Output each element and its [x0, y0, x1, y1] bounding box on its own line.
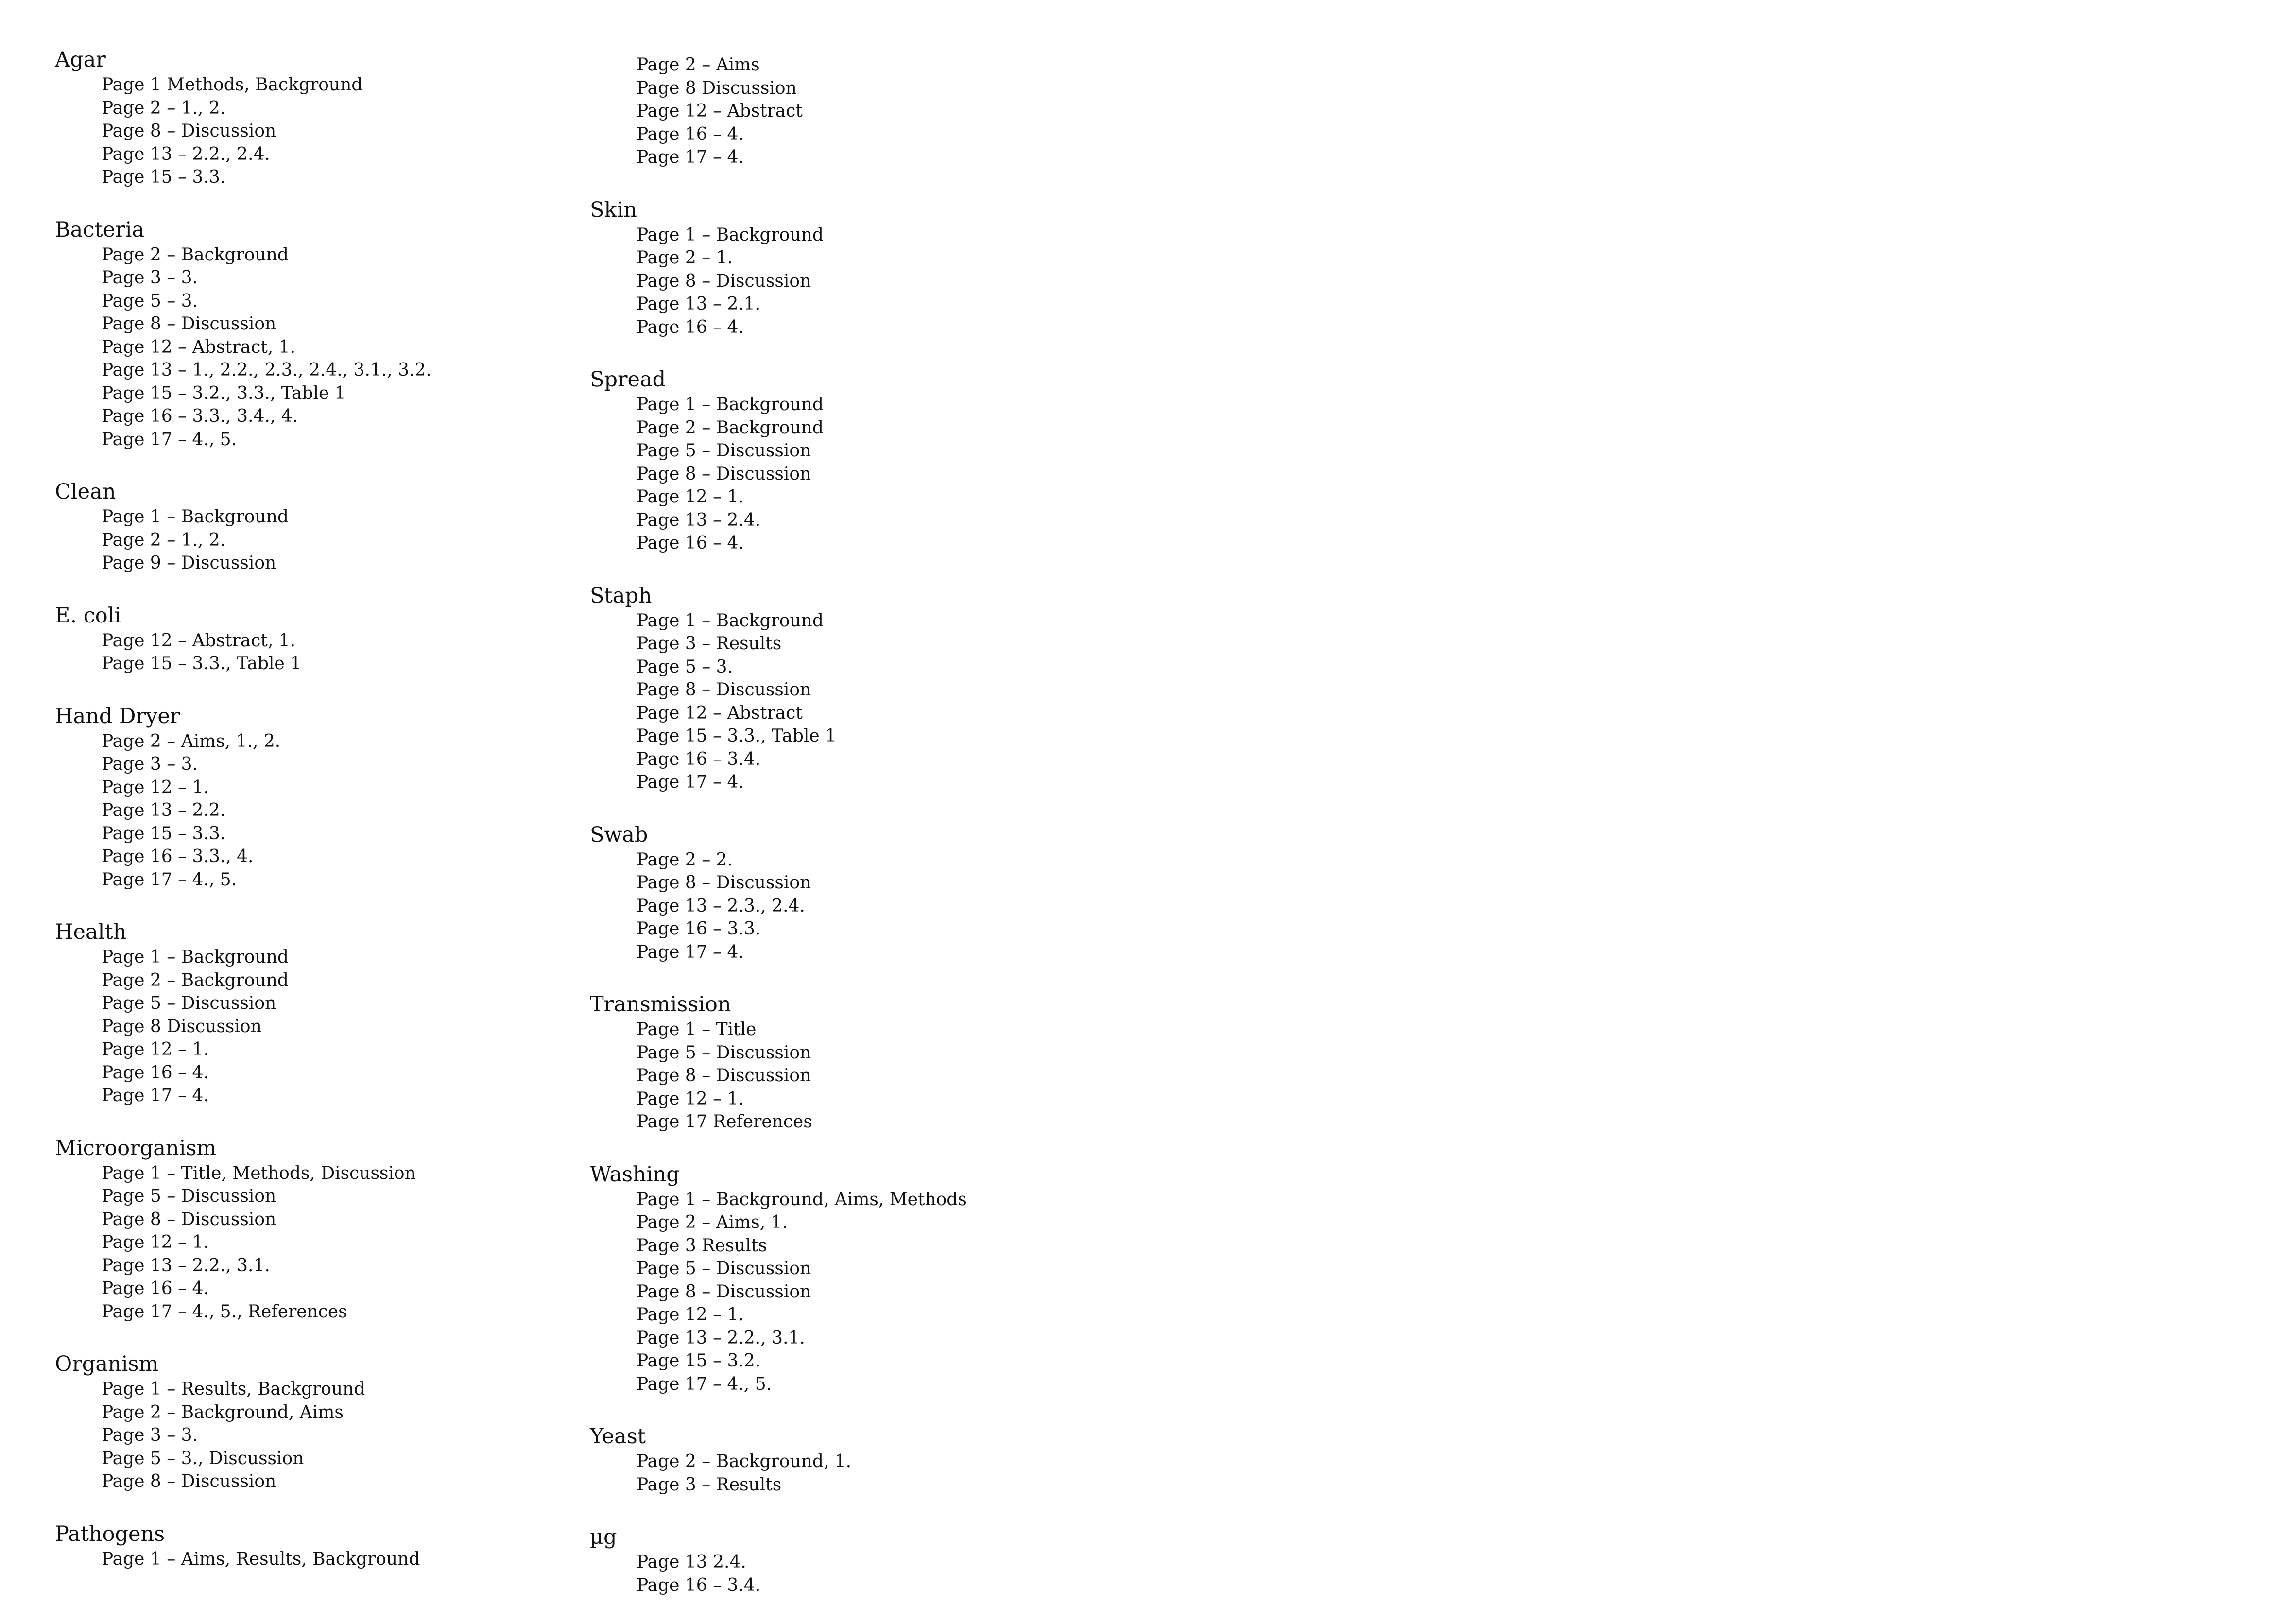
index-column-left [55, 46, 431, 1598]
index-term: E. coli [55, 603, 121, 628]
page-reference: Page 2 – 1., 2. [102, 98, 226, 118]
page-reference: Page 3 – Results [637, 634, 782, 654]
page-reference-list [55, 1548, 431, 1571]
page-reference: Page 13 – 2.3., 2.4. [637, 896, 805, 916]
page-reference: Page 12 – Abstract [637, 703, 803, 723]
index-term: Hand Dryer [55, 704, 180, 728]
index-entry [590, 1523, 967, 1597]
page-reference-list [55, 730, 431, 892]
index-entry [590, 46, 967, 169]
page-reference-list [55, 1162, 431, 1324]
page-reference: Page 13 – 2.4. [637, 510, 761, 530]
page-reference: Page 1 – Aims, Results, Background [102, 1549, 420, 1569]
page-reference-list [55, 73, 431, 189]
index-entry [55, 1520, 431, 1571]
index-entry [55, 1135, 431, 1324]
page-reference: Page 15 – 3.3., Table 1 [102, 654, 302, 674]
page-reference: Page 12 – Abstract, 1. [102, 337, 296, 357]
index-entry [55, 703, 431, 892]
page-reference: Page 5 – Discussion [637, 1259, 811, 1278]
page-reference: Page 8 Discussion [637, 78, 797, 98]
index-term: Microorganism [55, 1136, 217, 1160]
page-reference-list [590, 224, 967, 339]
page-reference: Page 17 – 4., 5. [637, 1374, 772, 1394]
index-term: Yeast [590, 1424, 646, 1449]
page-reference: Page 1 – Background [637, 610, 824, 631]
page-reference: Page 16 – 4. [637, 317, 744, 337]
page-reference-list [590, 46, 967, 169]
page-reference: Page 17 – 4., 5. [102, 869, 237, 890]
index-term: Clean [55, 480, 116, 504]
page-reference: Page 5 – Discussion [637, 1042, 811, 1063]
page-reference: Page 2 – Background [637, 417, 824, 438]
page-reference: Page 16 – 3.3., 3.4., 4. [102, 406, 298, 426]
page-reference: Page 8 – Discussion [102, 1471, 276, 1491]
page-reference: Page 2 – Background, Aims [102, 1402, 344, 1422]
index-term: Agar [55, 48, 106, 72]
page-reference: Page 17 – 4. [637, 147, 744, 167]
page-reference: Page 17 – 4. [102, 1086, 209, 1106]
page-reference: Page 13 – 2.2., 3.1. [102, 1255, 270, 1276]
page-reference: Page 5 – 3., Discussion [102, 1448, 304, 1469]
page-reference: Page 3 – 3. [102, 754, 198, 774]
index-entry [55, 216, 431, 451]
page-reference: Page 3 – Results [637, 1474, 782, 1495]
page-reference: Page 16 – 3.4. [637, 749, 761, 769]
index-entry [55, 478, 431, 575]
page-reference: Page 5 – 3. [637, 657, 733, 677]
index-term: Washing [590, 1162, 680, 1187]
page-reference-list [590, 848, 967, 964]
page-reference: Page 8 – Discussion [637, 1066, 811, 1086]
page-reference: Page 17 – 4. [637, 942, 744, 962]
index-entry [590, 821, 967, 964]
index-term: Bacteria [55, 217, 144, 242]
page-reference: Page 1 – Background [637, 225, 824, 245]
index-term: Transmission [590, 992, 731, 1017]
page-reference: Page 16 – 3.3., 4. [102, 847, 254, 866]
page-reference: Page 12 – Abstract [637, 101, 803, 121]
page-reference: Page 1 – Results, Background [102, 1379, 365, 1399]
page-reference: Page 2 – 1., 2. [102, 530, 226, 550]
page-reference: Page 2 – 1. [637, 248, 733, 268]
page-reference: Page 2 – 2. [637, 849, 733, 870]
page-reference-list [55, 629, 431, 675]
page-reference: Page 1 – Background [102, 507, 289, 527]
page-reference-list [590, 393, 967, 555]
index-entry [590, 1161, 967, 1396]
page-reference: Page 12 – 1. [102, 1232, 209, 1252]
index-entry [590, 1423, 967, 1496]
index-entry [590, 582, 967, 794]
page-reference: Page 1 – Background [637, 395, 824, 415]
page-reference: Page 15 – 3.2. [637, 1351, 761, 1371]
page-reference: Page 15 – 3.3. [102, 167, 226, 187]
page-reference: Page 17 References [637, 1112, 812, 1132]
index-entry [590, 991, 967, 1134]
page-reference: Page 17 – 4. [637, 772, 744, 792]
page-reference: Page 16 – 3.4. [637, 1575, 761, 1595]
page-reference: Page 5 – Discussion [637, 441, 811, 461]
page-reference: Page 12 – Abstract, 1. [102, 630, 296, 651]
page-reference: Page 13 2.4. [637, 1552, 746, 1572]
index-term: Health [55, 920, 127, 944]
page-reference: Page 15 – 3.3. [102, 823, 226, 844]
page-reference: Page 8 – Discussion [637, 873, 811, 893]
index-entry [590, 366, 967, 555]
page-reference: Page 1 – Title, Methods, Discussion [102, 1163, 416, 1183]
page-reference: Page 5 – Discussion [102, 1186, 276, 1206]
page-reference: Page 8 – Discussion [102, 1209, 276, 1229]
page-reference: Page 12 – 1. [102, 1039, 209, 1059]
page-reference: Page 17 – 4., 5. [102, 429, 237, 449]
page-reference: Page 8 Discussion [102, 1016, 262, 1037]
page-reference: Page 8 – Discussion [637, 680, 811, 700]
page-reference: Page 13 – 2.2., 3.1. [637, 1328, 805, 1348]
page-reference-list [55, 946, 431, 1107]
page-reference: Page 1 – Background [102, 947, 289, 967]
page-reference: Page 16 – 4. [637, 533, 744, 553]
page-reference: Page 2 – Aims, 1., 2. [102, 731, 281, 751]
page-reference: Page 12 – 1. [637, 487, 744, 507]
page-reference: Page 9 – Discussion [102, 553, 276, 573]
page-reference: Page 2 – Background [102, 970, 289, 990]
index-entry [590, 196, 967, 339]
page-reference-list [590, 1450, 967, 1496]
index-term: Organism [55, 1352, 159, 1376]
page-reference: Page 2 – Background [102, 244, 289, 265]
page-reference: Page 13 – 2.2., 2.4. [102, 144, 270, 164]
page-reference: Page 1 – Title [637, 1019, 757, 1039]
page-reference-list [590, 1551, 967, 1597]
page-reference: Page 8 – Discussion [637, 1281, 811, 1302]
index-entry [55, 918, 431, 1107]
page-reference: Page 16 – 3.3. [637, 919, 761, 939]
page-reference: Page 2 – Background, 1. [637, 1451, 852, 1471]
index-entry [55, 602, 431, 675]
index-column-right [590, 46, 967, 1624]
page-reference: Page 12 – 1. [637, 1305, 744, 1325]
page-reference: Page 17 – 4., 5., References [102, 1301, 347, 1322]
page-reference-list [55, 1378, 431, 1493]
page-reference: Page 3 – 3. [102, 268, 198, 288]
page-reference: Page 1 Methods, Background [102, 75, 363, 95]
page-reference: Page 8 – Discussion [637, 464, 811, 484]
page-reference: Page 2 – Aims, 1. [637, 1212, 788, 1232]
page-reference: Page 3 Results [637, 1235, 767, 1256]
page-reference: Page 5 – Discussion [102, 993, 276, 1013]
page-reference: Page 13 – 1., 2.2., 2.3., 2.4., 3.1., 3.2. [102, 360, 431, 380]
page-reference: Page 1 – Background, Aims, Methods [637, 1189, 967, 1209]
index-term: Staph [590, 583, 652, 608]
index-term: Swab [590, 822, 648, 847]
page-reference: Page 8 – Discussion [102, 121, 276, 141]
index-term: µg [590, 1525, 617, 1549]
page-reference: Page 2 – Aims [637, 55, 760, 75]
page-reference: Page 13 – 2.2. [102, 800, 226, 820]
page-reference-list [55, 243, 431, 451]
page-reference: Page 16 – 4. [102, 1278, 209, 1298]
page-reference: Page 3 – 3. [102, 1425, 198, 1445]
page-reference-list [590, 1018, 967, 1134]
page-reference: Page 16 – 4. [637, 124, 744, 144]
page-reference: Page 15 – 3.2., 3.3., Table 1 [102, 383, 346, 403]
page-reference-list [55, 505, 431, 575]
page-reference: Page 13 – 2.1. [637, 294, 761, 314]
page-reference: Page 15 – 3.3., Table 1 [637, 726, 837, 746]
index-term: Spread [590, 367, 666, 392]
index-entry [55, 46, 431, 189]
index-term: Skin [590, 197, 637, 222]
page-reference: Page 16 – 4. [102, 1062, 209, 1083]
page-reference: Page 8 – Discussion [637, 271, 811, 291]
page-reference-list [590, 1188, 967, 1396]
page-reference-list [590, 609, 967, 794]
page-reference: Page 5 – 3. [102, 291, 198, 311]
page-reference: Page 8 – Discussion [102, 314, 276, 334]
index-term: Pathogens [55, 1521, 165, 1546]
index-entry [55, 1350, 431, 1493]
page-reference: Page 12 – 1. [102, 777, 209, 797]
page-reference: Page 12 – 1. [637, 1088, 744, 1109]
